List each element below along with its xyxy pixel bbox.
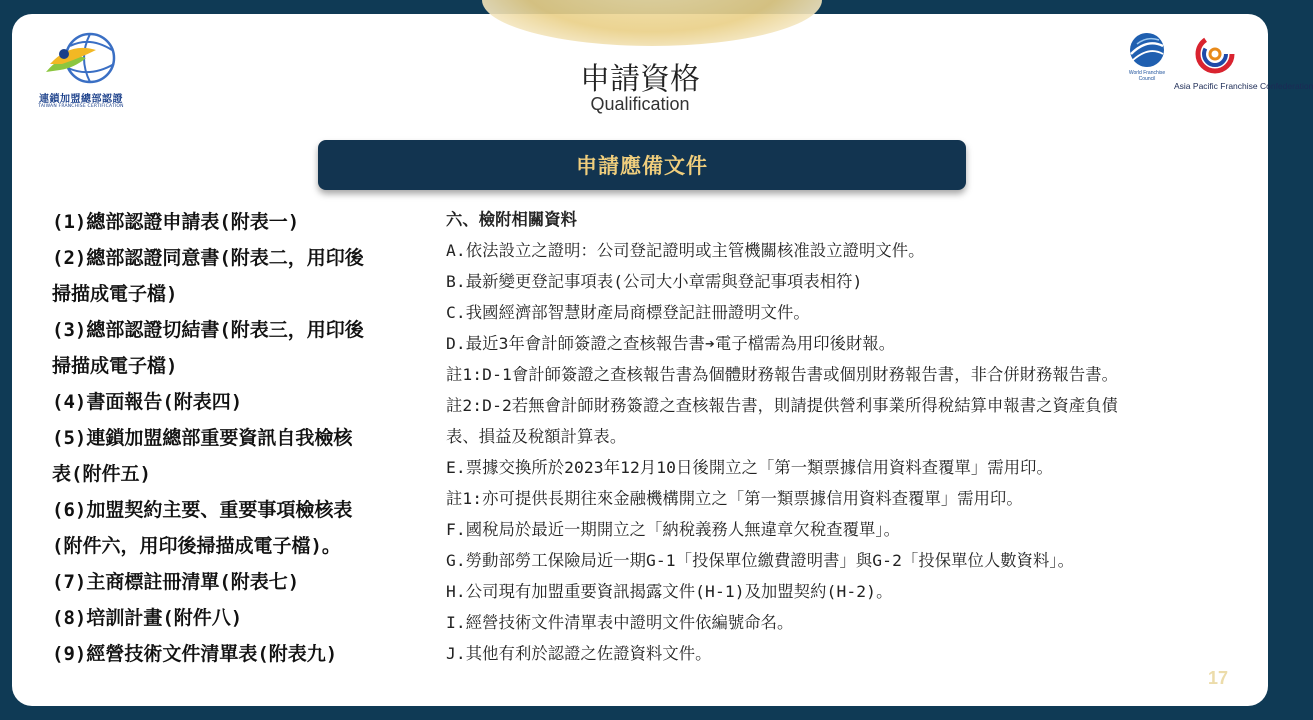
list-item: (7)主商標註冊清單(附表七) (52, 571, 300, 593)
supporting-documents-list (446, 204, 1246, 669)
supporting-documents-heading: 六、檢附相關資料 (446, 210, 578, 229)
required-documents-list (52, 204, 422, 672)
list-item: 掃描成電子檔) (52, 283, 178, 305)
list-item: 註1:亦可提供長期往來金融機構開立之「第一類票據信用資料查覆單」需用印。 (446, 489, 1023, 508)
page-title: 申請資格 (580, 62, 700, 97)
wfc-logo-text: World Franchise Council (1128, 70, 1166, 82)
list-item: 表(附件五) (52, 463, 151, 485)
list-item: H.公司現有加盟重要資訊揭露文件(H-1)及加盟契約(H-2)。 (446, 582, 893, 601)
list-item: C.我國經濟部智慧財產局商標登記註冊證明文件。 (446, 303, 810, 322)
list-item: E.票據交換所於2023年12月10日後開立之「第一類票據信用資料查覆單」需用印。 (446, 458, 1053, 477)
list-item: (5)連鎖加盟總部重要資訊自我檢核 (52, 427, 353, 449)
list-item: (1)總部認證申請表(附表一) (52, 211, 300, 233)
list-item: (9)經營技術文件清單表(附表九) (52, 643, 338, 665)
list-item: A.依法設立之證明：公司登記證明或主管機關核准設立證明文件。 (446, 241, 925, 260)
list-item: (附件六，用印後掃描成電子檔)。 (52, 535, 341, 557)
list-item: 註2:D-2若無會計師財務簽證之查核報告書，則請提供營利事業所得稅結算申報書之資產負債 (446, 396, 1119, 415)
list-item: J.其他有利於認證之佐證資料文件。 (446, 644, 712, 663)
list-item: (8)培訓計畫(附件八) (52, 607, 243, 629)
slide (12, 14, 1313, 706)
list-item: 註1:D-1會計師簽證之查核報告書為個體財務報告書或個別財務報告書，非合併財務報告書。 (446, 365, 1119, 384)
list-item: B.最新變更登記事項表(公司大小章需與登記事項表相符) (446, 272, 863, 291)
wfc-logo (1125, 32, 1169, 94)
page-number: 17 (1208, 668, 1229, 688)
list-item: (6)加盟契約主要、重要事項檢核表 (52, 499, 353, 521)
apfc-ring-icon (1174, 32, 1256, 80)
list-item: 表、損益及稅額計算表。 (446, 427, 627, 446)
list-item: 掃描成電子檔) (52, 355, 178, 377)
wfc-globe-icon (1125, 32, 1169, 70)
gold-arc-decoration (482, 0, 822, 46)
list-item: D.最近3年會計師簽證之查核報告書➔電子檔需為用印後財報。 (446, 334, 896, 353)
list-item: (4)書面報告(附表四) (52, 391, 243, 413)
section-banner (318, 140, 966, 190)
list-item: (2)總部認證同意書(附表二，用印後 (52, 247, 364, 269)
apfc-logo-text: Asia Pacific Franchise Confederation (1174, 81, 1313, 91)
logo-title-text: 連鎖加盟總部認證 (39, 94, 123, 105)
section-banner-label: 申請應備文件 (576, 154, 708, 178)
list-item: (3)總部認證切結書(附表三，用印後 (52, 319, 364, 341)
list-item: G.勞動部勞工保險局近一期G-1「投保單位繳費證明書」與G-2「投保單位人數資料」。 (446, 551, 1075, 570)
list-item: F.國稅局於最近一期開立之「納稅義務人無違章欠稅查覆單」。 (446, 520, 900, 539)
list-item: I.經營技術文件清單表中證明文件依編號命名。 (446, 613, 794, 632)
apfc-logo (1174, 32, 1313, 94)
page-subtitle: Qualification (590, 94, 690, 114)
logo-subtitle-text: TAIWAN FRANCHISE CERTIFICATION (38, 104, 124, 109)
